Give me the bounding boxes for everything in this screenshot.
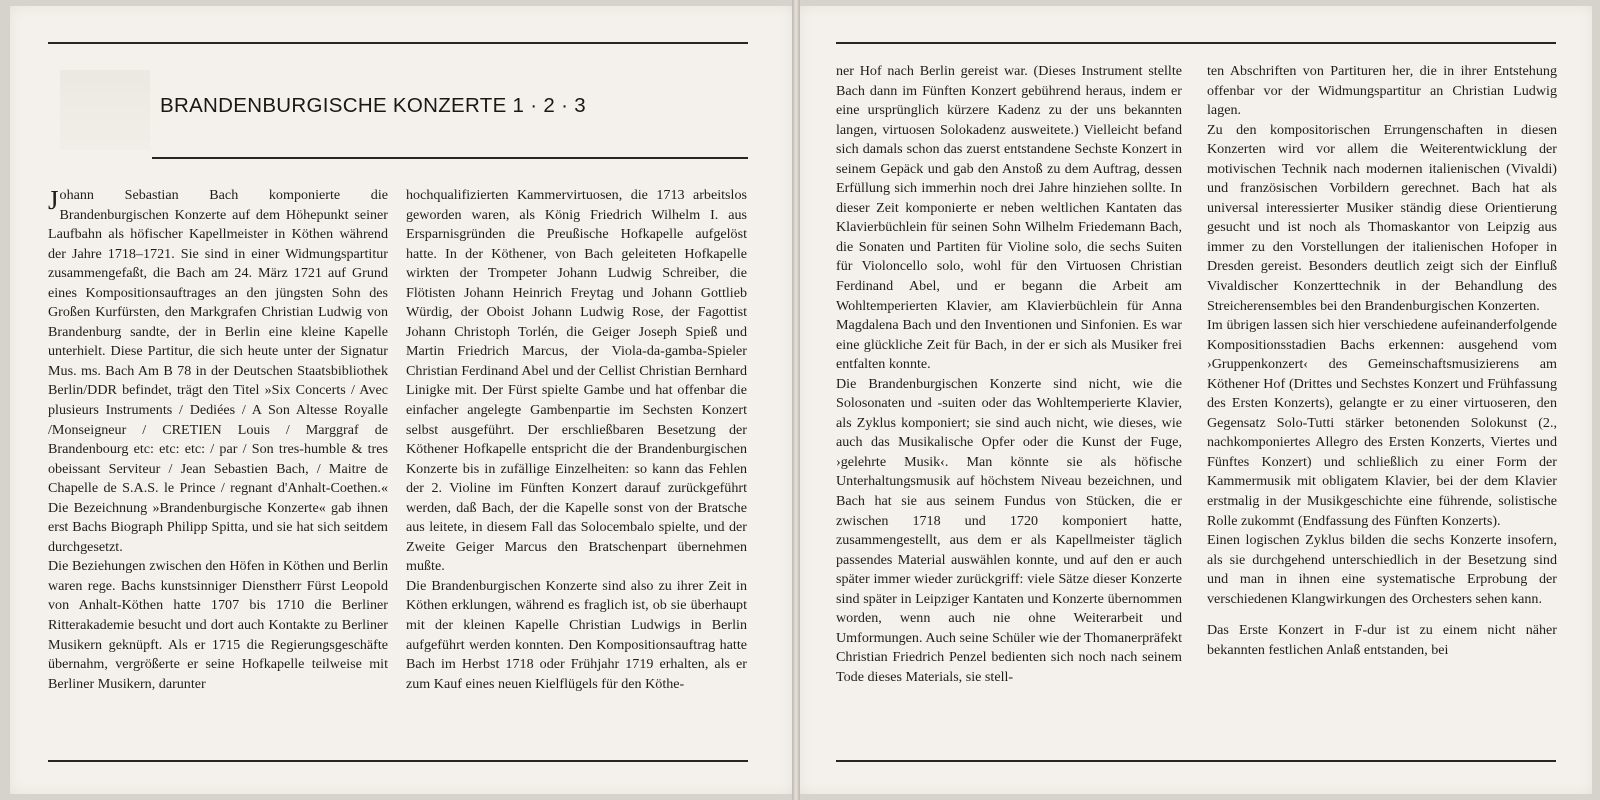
text-column-2 xyxy=(406,186,747,694)
paragraph: Im übrigen lassen sich hier verschiedene aufeinanderfolgende Kompositionsstadien Bachs erkennen: ausgehend vom ›Gruppenkonzert‹ des Gemeinschaftsmusizierens am Köthener Hof (Drittes und Sechstes Konzert und Frühfassung des Ersten Konzerts), gelangte er zu einer virtuoseren, den Gegensatz Solo-Tutti stärker betonenden Solokunst (2., nachkomponiertes Allegro des Ersten Konzerts, Viertes und Fünftes Konzert) und schließlich zu einer Form der Kammermusik mit obligatem Klavier, bei der dem Klavier erstmalig in der Musikgeschichte eine führende, solistische Rolle zukommt (Endfassung des Fünften Konzerts). xyxy=(1207,317,1557,529)
text-column-3 xyxy=(836,62,1182,688)
right-top-rule xyxy=(836,42,1556,44)
page-title: BRANDENBURGISCHE KONZERTE 1 · 2 · 3 xyxy=(160,94,586,117)
left-bottom-rule xyxy=(48,760,748,762)
paragraph: Die Brandenburgischen Konzerte sind nicht, wie die Solosonaten und -suiten oder das Wohltemperierte Klavier, als Zyklus komponiert; sie sind auch nicht, wie dieses, wie auch das Musikalische Opfer oder die Kunst der Fuge, ›gelehrte Musik‹. Man könnte sie als höfische Unterhaltungsmusik auf höchstem Niveau bezeichnen, und Bach hat sie aus seinem Fundus von Stücken, die er zwischen 1718 und 1720 komponiert hatte, zusammengestellt, aus dem er als Kapellmeister täglich passendes Material auswählen konnte, und auf den er auch später immer wieder zurückgriff: viele Sätze dieser Konzerte sind später in Leipziger Kantaten und Konzerte übernommen worden, wenn auch nie ohne Weiterarbeit und Umformungen. Auch seine Schüler wie der Thomanerpräfekt Christian Friedrich Penzel bedienten sich noch nach seinem Tode dieses Materials, sie stell- xyxy=(836,375,1182,685)
paragraph-text: ohann Sebastian Bach komponierte die Brandenburgischen Konzerte auf dem Höhepunkt seiner Laufbahn als höfischer Kapellmeister in Köthen während der Jahre 1718–1721. Sie sind in einer Widmungspartitur zusammengefaßt, die Bach am 24. März 1721 auf Grund eines Kompositionsauftrages an den jüngsten Sohn des Großen Kurfürsten, den Markgrafen Christian Ludwig von Brandenburg sandte, der in Berlin eine kleine Kapelle unterhielt. Diese Partitur, die sich heute unter der Signatur Mus. ms. Bach Am B 78 in der Deutschen Staatsbibliothek Berlin/DDR befindet, trägt den Titel »Six Concerts / Avec plusieurs Instruments / Dediées / A Son Altesse Royalle /Monseigneur / CRETIEN Louis / Marggraf de Brandenbourg etc: etc: etc: / par / Son tres-humble & tres obeissant Serviteur / Jean Sebastien Bach, / Maitre de Chapelle de S.A.S. le Prince / regnant d'Anhalt-Coethen.« Die Bezeichnung »Brandenburgische Konzerte« gab ihnen erst Bachs Biograph Philipp Spitta, und sie hat sich seitdem durchgesetzt. xyxy=(48,187,388,555)
paragraph: Einen logischen Zyklus bilden die sechs Konzerte insofern, als sie durchgehend unterschiedlich in der Besetzung sind und man in ihnen eine systematische Erprobung der verschiedenen Klangwirkungen des Orchesters sehen kann. xyxy=(1207,532,1557,607)
paragraph: Das Erste Konzert in F-dur ist zu einem nicht näher bekannten festlichen Anlaß entstanden, bei xyxy=(1207,622,1557,658)
book-gutter xyxy=(792,0,800,800)
drop-cap: J xyxy=(48,185,59,215)
paragraph: Die Brandenburgischen Konzerte sind also zu ihrer Zeit in Köthen erklungen, während es fraglich ist, ob sie überhaupt mit der kleinen Kapelle Christian Ludwigs in Berlin aufgeführt werden konnten. Den Kompositionsauftrag hatte Bach im Herbst 1718 oder Frühjahr 1719 erhalten, als er zum Kauf eines neuen Kielflügels für den Köthe- xyxy=(406,577,747,692)
text-column-4 xyxy=(1207,62,1557,660)
left-title-rule xyxy=(152,157,748,159)
left-top-rule xyxy=(48,42,748,44)
paragraph: ner Hof nach Berlin gereist war. (Dieses Instrument stellte Bach dann im Fünften Konzert gebührend heraus, indem er eine ursprünglich kürzere Kadenz zu der uns bekannten langen, virtuosen Solokadenz ausweitete.) Vielleicht befand sich damals schon das zuerst entstandene Sechste Konzert in seinem Gepäck und gab den Anstoß zu dem Auftrag, dessen Erfüllung sich immerhin noch drei Jahre hinziehen sollte. In dieser Zeit komponierte er neben weltlichen Kantaten das Klavierbüchlein für seinen Sohn Wilhelm Friedemann Bach, die Sonaten und Partiten für Violine solo, die sechs Suiten für Violoncello solo, wohl für den Virtuosen Christian Ferdinand Abel, und er begann die Arbeit am Wohltemperierten Klavier, am Klavierbüchlein für Anna Magdalena Bach und den Inventionen und Sinfonien. Es war eine glückliche Zeit für Bach, in der er sich als Musiker frei entfalten konnte. xyxy=(836,63,1182,373)
paragraph: Die Beziehungen zwischen den Höfen in Köthen und Berlin waren rege. Bachs kunstsinniger Dienstherr Fürst Leopold von Anhalt-Köthen hatte 1707 bis 1710 die Berliner Ritterakademie besucht und dort auch Kontakte zu Berliner Musikern geknüpft. Als er 1715 die Regierungsgeschäfte übernahm, vergrößerte er seine Hofkapelle teilweise mit Berliner Musikern, darunter xyxy=(48,558,388,692)
paragraph xyxy=(48,186,388,557)
paragraph: ten Abschriften von Partituren her, die in ihrer Entstehung offenbar vor der Widmungspartitur an Christian Ludwig lagen. xyxy=(1207,63,1557,119)
paragraph: Zu den kompositorischen Errungenschaften in diesen Konzerten wird vor allem die Weiterentwicklung der motivischen Technik nach modernen italienischen (Vivaldi) und französischen Vorbildern gerechnet. Bach hat als universal interessierter Musiker ständig diese Orientierung gesucht und ist noch als Thomaskantor von Leipzig aus immer zu den Vorstellungen der italienischen Hofoper in Dresden gereist. Besonders deutlich zeigt sich der Einfluß Vivaldischer Konzerttechnik in der Behandlung des Streicherensembles bei den Brandenburgischen Konzerten. xyxy=(1207,121,1557,314)
paragraph: hochqualifizierten Kammervirtuosen, die 1713 arbeitslos geworden waren, als König Friedrich Wilhelm I. aus Ersparnisgründen die Preußische Hofkapelle aufgelöst hatte. In der Köthener, von Bach geleiteten Hofkapelle wirkten der Trompeter Johann Ludwig Schreiber, die Flötisten Johann Heinrich Freytag und Johann Gottlieb Würdig, der Oboist Johann Ludwig Rose, der Fagottist Johann Christoph Torlén, die Geiger Joseph Spieß und Martin Friedrich Marcus, der Viola-da-gamba-Spieler Christian Ferdinand Abel und der Cellist Christian Bernhard Linigke mit. Der Fürst spielte Gambe und hat offenbar die einfacher angelegte Gambenpartie im Sechsten Konzert selbst ausgeführt. Der erschließbaren Besetzung der Köthener Hofkapelle entspricht die der Brandenburgischen Konzerte bis in zufällige Einzelheiten: so kann das Fehlen der 2. Violine im Fünften Konzert darauf zurückgeführt werden, daß Bach, der die Kapelle sonst von der Bratsche aus leitete, in diesem Fall das Solocembalo spielte, und der Zweite Geiger Marcus den Bratschenpart übernehmen mußte. xyxy=(406,187,747,575)
right-bottom-rule xyxy=(836,760,1556,762)
text-column-1 xyxy=(48,186,388,694)
